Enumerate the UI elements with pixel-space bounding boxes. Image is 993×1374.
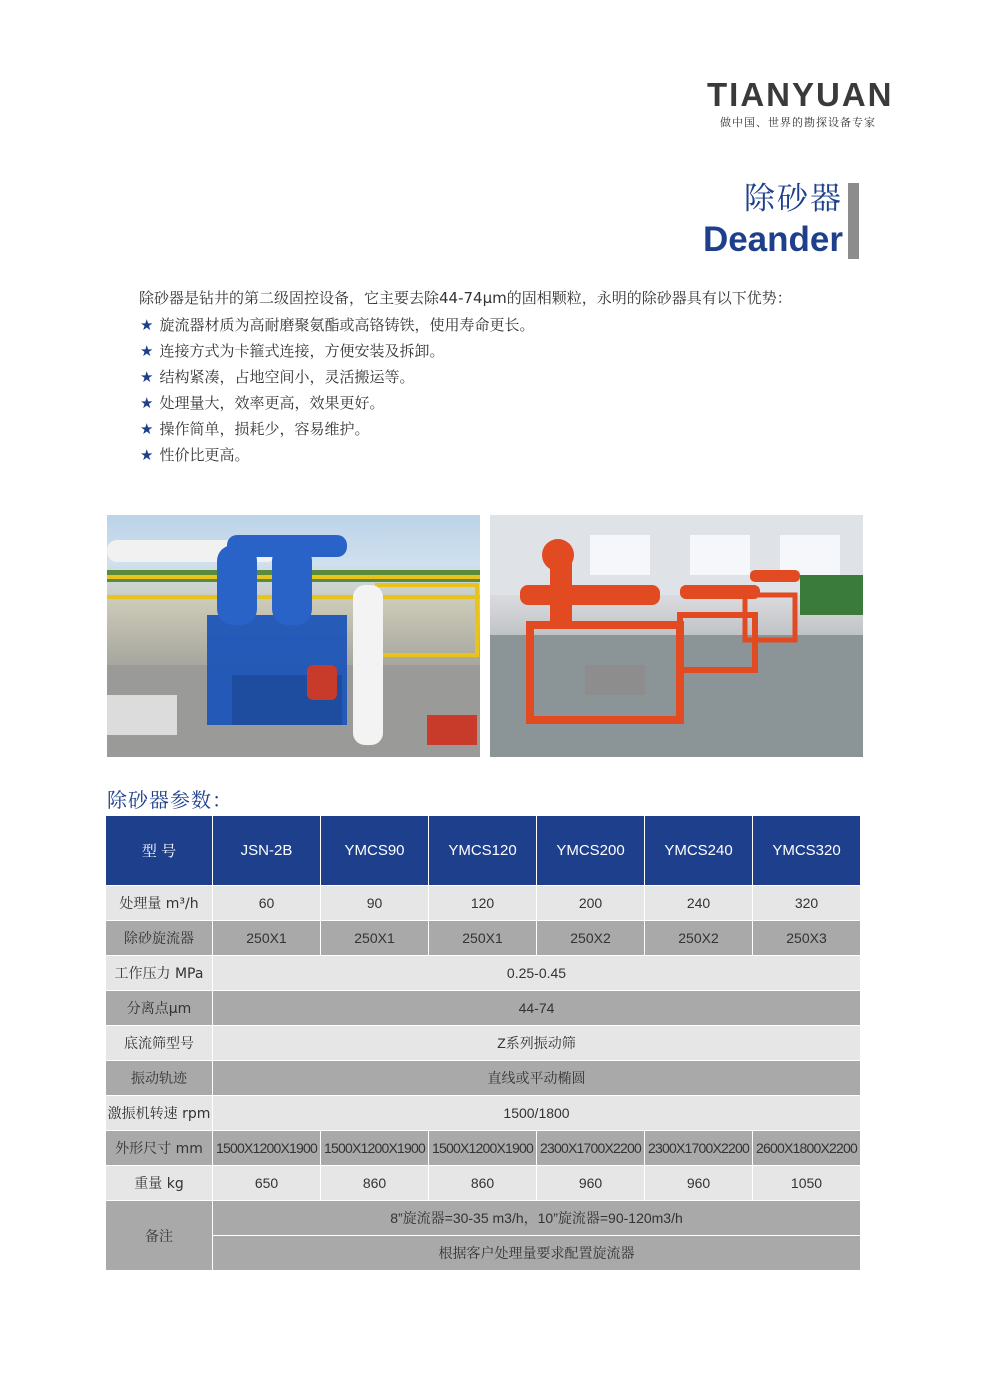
table-row [106, 1236, 861, 1271]
list-item: ★ 操作简单，损耗少，容易维护。 [140, 420, 370, 438]
table-cell: Z系列振动筛 [213, 1026, 861, 1061]
photo-blue-desander-illustration [107, 515, 480, 757]
table-header-cell: JSN-2B [213, 816, 321, 886]
logo-tagline: 做中国、世界的勘探设备专家 [720, 116, 876, 129]
list-item: ★ 结构紧凑，占地空间小，灵活搬运等。 [140, 368, 415, 386]
spec-table [105, 815, 861, 1271]
title-chinese: 除砂器 [744, 181, 843, 217]
list-item: ★ 连接方式为卡箍式连接，方便安装及拆卸。 [140, 342, 445, 360]
table-cell: 1500X1200X1900 [321, 1131, 429, 1166]
page-title [703, 178, 843, 260]
table-row [106, 1131, 861, 1166]
table-cell: 1500X1200X1900 [429, 1131, 537, 1166]
table-cell: 650 [213, 1166, 321, 1201]
table-cell: 90 [321, 886, 429, 921]
table-cell: 250X3 [753, 921, 861, 956]
table-cell: 根据客户处理量要求配置旋流器 [213, 1236, 861, 1271]
intro-paragraph: 除砂器是钻井的第二级固控设备，它主要去除44-74μm的固相颗粒，永明的除砂器具有以下优势： [139, 289, 792, 307]
list-item: ★ 旋流器材质为高耐磨聚氨酯或高铬铸铁，使用寿命更长。 [140, 316, 535, 334]
row-label: 振动轨迹 [106, 1061, 213, 1096]
row-label: 激振机转速 rpm [106, 1096, 213, 1131]
advantage-list [105, 312, 865, 468]
table-header-cell: YMCS200 [537, 816, 645, 886]
star-icon: ★ [140, 342, 154, 360]
table-header-cell: YMCS320 [753, 816, 861, 886]
row-label: 备注 [106, 1201, 213, 1271]
table-row [106, 956, 861, 991]
table-row [106, 1061, 861, 1096]
table-row [106, 1096, 861, 1131]
photo-orange-desanders-illustration [490, 515, 863, 757]
row-label: 重量 kg [106, 1166, 213, 1201]
table-cell: 860 [321, 1166, 429, 1201]
row-label: 外形尺寸 mm [106, 1131, 213, 1166]
table-cell: 320 [753, 886, 861, 921]
table-cell: 2300X1700X2200 [537, 1131, 645, 1166]
table-row [106, 1026, 861, 1061]
table-header-cell: YMCS240 [645, 816, 753, 886]
table-cell: 250X2 [537, 921, 645, 956]
table-row [106, 991, 861, 1026]
logo-wordmark: TIANYUAN [707, 76, 894, 113]
table-cell: 250X2 [645, 921, 753, 956]
table-cell: 960 [645, 1166, 753, 1201]
table-row [106, 1201, 861, 1236]
table-header-cell: YMCS120 [429, 816, 537, 886]
title-accent-bar [848, 183, 859, 259]
table-cell: 44-74 [213, 991, 861, 1026]
table-cell: 240 [645, 886, 753, 921]
table-cell: 200 [537, 886, 645, 921]
intro-section [105, 285, 865, 468]
brand-logo [707, 76, 894, 130]
star-icon: ★ [140, 368, 154, 386]
table-cell: 960 [537, 1166, 645, 1201]
table-cell: 0.25-0.45 [213, 956, 861, 991]
star-icon: ★ [140, 420, 154, 438]
section-title: 除砂器参数： [107, 788, 233, 812]
star-icon: ★ [140, 316, 154, 334]
table-row [106, 886, 861, 921]
table-cell: 2300X1700X2200 [645, 1131, 753, 1166]
list-item: ★ 性价比更高。 [140, 446, 250, 464]
table-row [106, 1166, 861, 1201]
row-label: 分离点μm [106, 991, 213, 1026]
table-cell: 8”旋流器=30-35 m3/h，10”旋流器=90-120m3/h [213, 1201, 861, 1236]
star-icon: ★ [140, 446, 154, 464]
star-icon: ★ [140, 394, 154, 412]
table-cell: 直线或平动椭圆 [213, 1061, 861, 1096]
table-cell: 250X1 [213, 921, 321, 956]
table-cell: 860 [429, 1166, 537, 1201]
table-cell: 120 [429, 886, 537, 921]
title-english: Deander [702, 220, 843, 259]
row-label: 工作压力 MPa [106, 956, 213, 991]
table-cell: 2600X1800X2200 [753, 1131, 861, 1166]
list-item: ★ 处理量大，效率更高，效果更好。 [140, 394, 385, 412]
table-cell: 1500X1200X1900 [213, 1131, 321, 1166]
table-cell: 60 [213, 886, 321, 921]
photo-orange-desanders [490, 515, 863, 757]
row-label: 底流筛型号 [106, 1026, 213, 1061]
table-row [106, 921, 861, 956]
table-header-cell: 型 号 [106, 816, 213, 886]
table-cell: 1500/1800 [213, 1096, 861, 1131]
row-label: 处理量 m³/h [106, 886, 213, 921]
table-header-row [106, 816, 861, 886]
table-cell: 250X1 [429, 921, 537, 956]
photo-blue-desander [107, 515, 480, 757]
table-header-cell: YMCS90 [321, 816, 429, 886]
row-label: 除砂旋流器 [106, 921, 213, 956]
table-cell: 250X1 [321, 921, 429, 956]
table-cell: 1050 [753, 1166, 861, 1201]
